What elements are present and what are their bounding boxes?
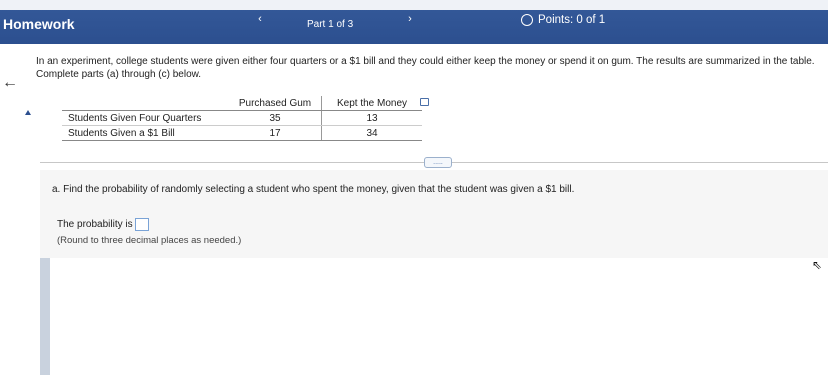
mouse-cursor-icon: ⇖: [812, 258, 823, 272]
previous-part-button[interactable]: ‹: [258, 13, 262, 25]
results-table: [62, 96, 422, 141]
points-label: Points: 0 of 1: [538, 14, 606, 26]
copy-table-icon[interactable]: [420, 98, 429, 106]
answer-line: [57, 218, 149, 231]
table-row: [62, 126, 422, 141]
table-cell: 35: [229, 111, 322, 126]
next-part-button[interactable]: ›: [408, 13, 412, 25]
probability-answer-input[interactable]: [135, 218, 149, 231]
table-header-cell: Kept the Money: [322, 96, 423, 111]
table-cell: 13: [322, 111, 423, 126]
table-header-cell: Purchased Gum: [229, 96, 322, 111]
header-glare: [0, 0, 828, 10]
answer-label: The probability is: [57, 219, 133, 230]
rounding-hint: (Round to three decimal places as needed.): [57, 235, 242, 246]
points-circle-icon: [521, 14, 533, 26]
table-cell: 17: [229, 126, 322, 141]
header-bar: [0, 0, 828, 44]
row-label: Students Given a $1 Bill: [62, 126, 229, 141]
lower-area: [40, 258, 828, 375]
table-header-row: [62, 96, 422, 111]
left-scroll-rail[interactable]: [40, 258, 50, 375]
question-intro: [36, 55, 828, 81]
app-title: Homework: [3, 16, 75, 32]
row-label: Students Given Four Quarters: [62, 111, 229, 126]
part-a-prompt: a. Find the probability of randomly selecting a student who spent the money, given that the student was given a $1 bill.: [52, 184, 575, 195]
table-row: [62, 111, 422, 126]
table-cell: 34: [322, 126, 423, 141]
intro-line-2: Complete parts (a) through (c) below.: [36, 69, 202, 80]
part-indicator: Part 1 of 3: [307, 19, 354, 30]
intro-line-1: In an experiment, college students were given either four quarters or a $1 bill and they could either keep the money or spend it on gum. The results are summarized in the table.: [36, 56, 815, 67]
back-arrow-icon[interactable]: ←: [2, 74, 18, 91]
points-indicator: [521, 14, 605, 26]
table-header-cell: [62, 96, 229, 111]
expand-more-button[interactable]: .....: [424, 157, 452, 168]
scroll-up-icon[interactable]: [25, 110, 31, 115]
